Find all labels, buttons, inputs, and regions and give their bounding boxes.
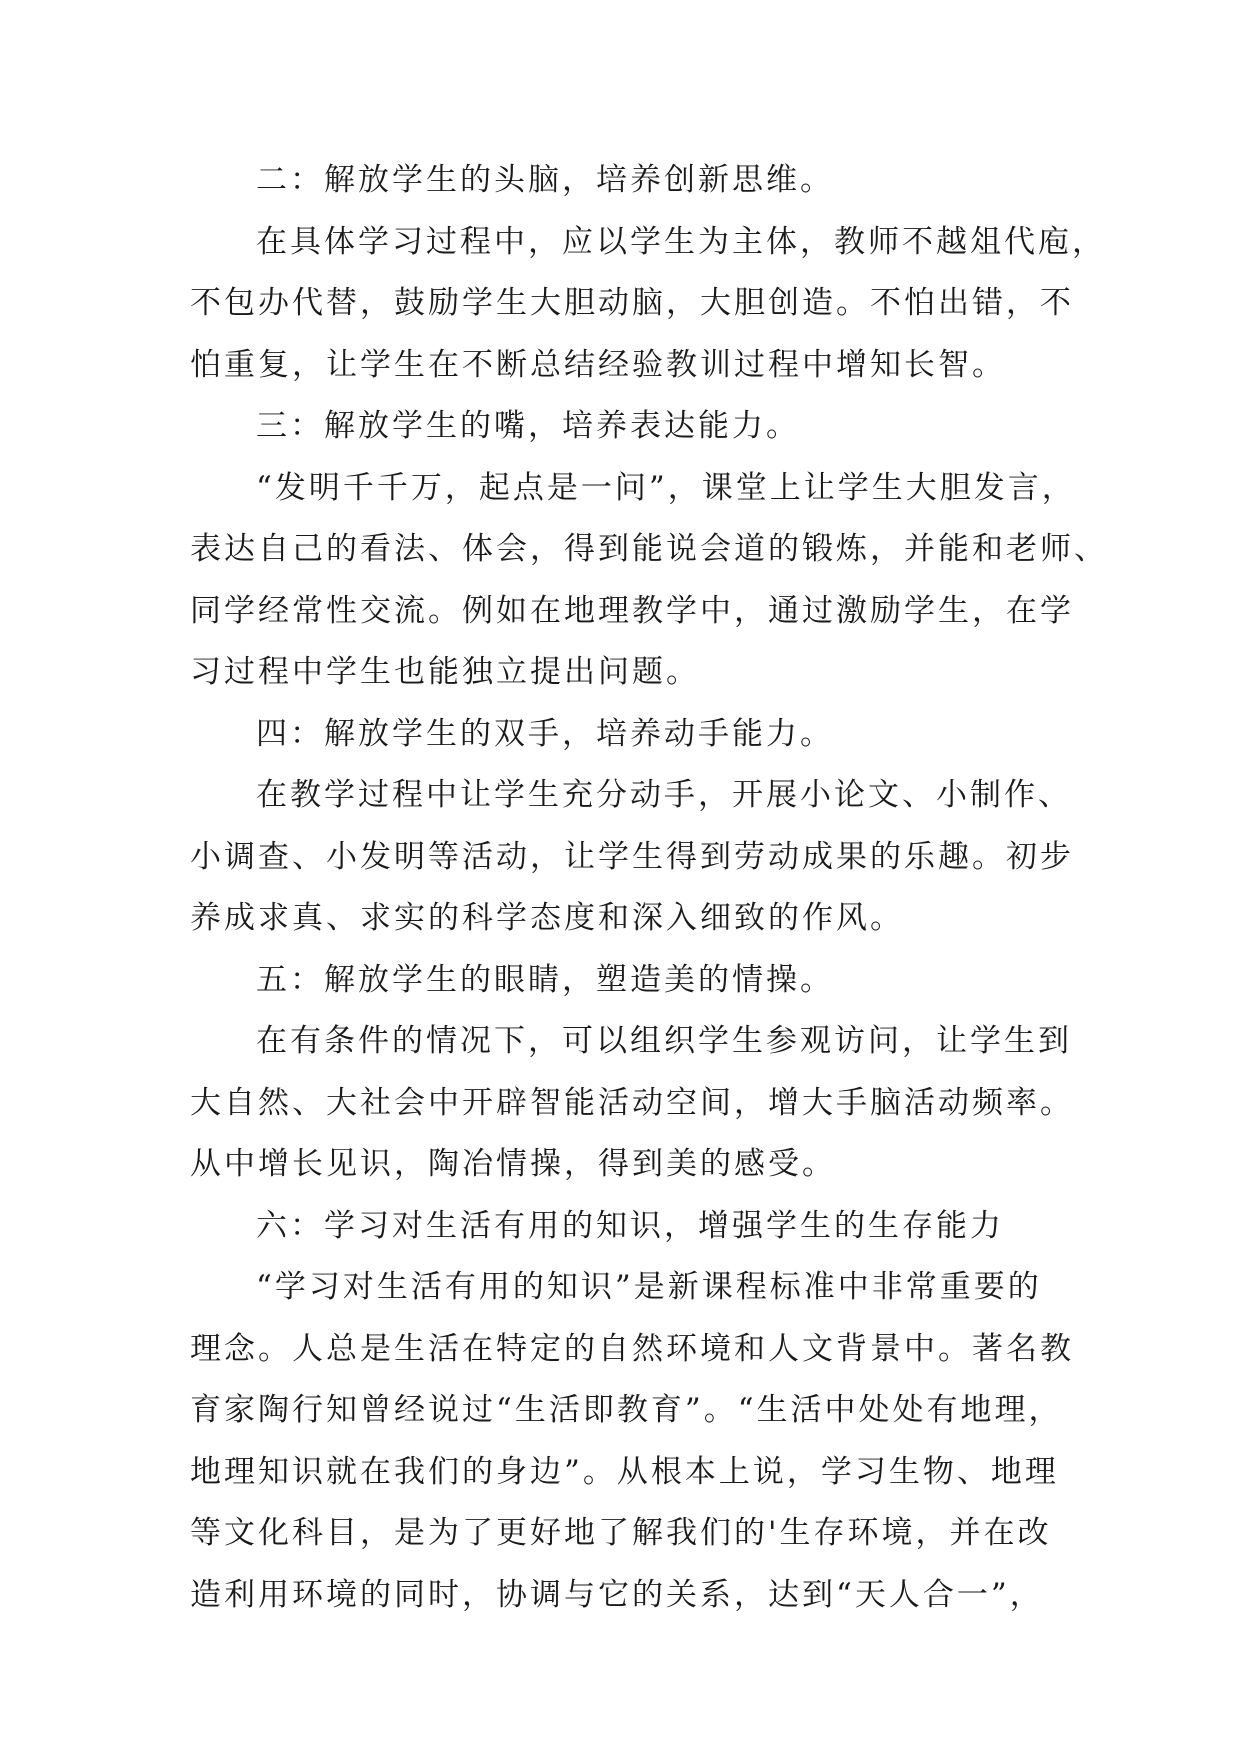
paragraph-line: 小调查、小发明等活动，让学生得到劳动成果的乐趣。初步 (190, 838, 1074, 875)
paragraph-line: 在有条件的情况下，可以组织学生参观访问，让学生到 (256, 1023, 1072, 1059)
paragraph-line: 表达自己的看法、体会，得到能说会道的锻炼，并能和老师、 (190, 531, 1108, 567)
section-heading-2: 二：解放学生的头脑，培养创新思维。 (256, 162, 834, 198)
paragraph-line: 从中增长见识，陶冶情操，得到美的感受。 (190, 1146, 836, 1182)
section-heading-5: 五：解放学生的眼睛，塑造美的情操。 (256, 961, 834, 998)
paragraph-line: 造利用环境的同时，协调与它的关系，达到“天人合一”， (190, 1576, 1044, 1613)
paragraph-line: 大自然、大社会中开辟智能活动空间，增大手脑活动频率。 (190, 1084, 1074, 1121)
section-heading-4: 四：解放学生的双手，培养动手能力。 (256, 715, 834, 752)
paragraph-line: 在具体学习过程中，应以学生为主体，教师不越俎代庖， (256, 223, 1106, 260)
paragraph-line: 在教学过程中让学生充分动手，开展小论文、小制作、 (256, 777, 1072, 813)
paragraph-line: 地理知识就在我们的身边”。从根本上说，学习生物、地理 (190, 1453, 1059, 1490)
paragraph-line: 理念。人总是生活在特定的自然环境和人文背景中。著名教 (190, 1330, 1074, 1367)
paragraph-line: 不包办代替，鼓励学生大胆动脑，大胆创造。不怕出错，不 (190, 285, 1074, 321)
paragraph-line: 习过程中学生也能独立提出问题。 (190, 654, 700, 690)
document-body (190, 150, 1108, 1626)
section-heading-3: 三：解放学生的嘴，培养表达能力。 (256, 408, 800, 444)
paragraph-line: 养成求真、求实的科学态度和深入细致的作风。 (190, 900, 904, 936)
paragraph-line: “发明千千万，起点是一问”，课堂上让学生大胆发言， (256, 469, 1076, 506)
section-heading-6: 六：学习对生活有用的知识，增强学生的生存能力 (256, 1207, 1004, 1244)
paragraph-line: 同学经常性交流。例如在地理教学中，通过激励学生，在学 (190, 592, 1074, 629)
paragraph-line: 育家陶行知曾经说过“生活即教育”。“生活中处处有地理， (190, 1392, 1063, 1428)
paragraph-line: 等文化科目，是为了更好地了解我们的'生存环境，并在改 (190, 1515, 1052, 1551)
paragraph-line: 怕重复，让学生在不断总结经验教训过程中增知长智。 (190, 346, 1006, 383)
paragraph-line: “学习对生活有用的知识”是新课程标准中非常重要的 (256, 1269, 1042, 1305)
